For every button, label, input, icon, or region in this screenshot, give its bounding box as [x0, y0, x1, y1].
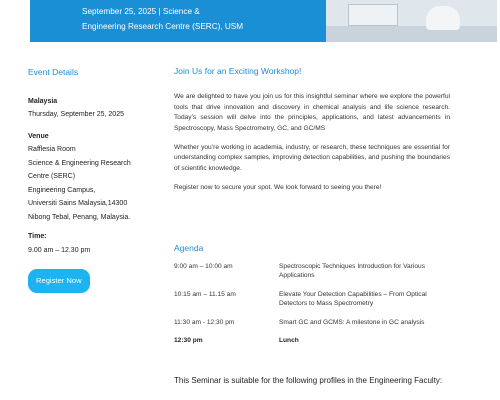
agenda-list — [174, 262, 450, 354]
venue-line: Engineering Campus, — [28, 186, 96, 194]
venue-line: Centre (SERC) — [28, 173, 76, 180]
agenda-topic: Spectroscopic Techniques Introduction for Various Applications — [279, 263, 425, 280]
venue-label: Venue — [28, 132, 49, 140]
agenda-time: 12:30 pm — [174, 337, 203, 345]
hero-line-1: September 25, 2025 | Science & — [82, 7, 200, 16]
time-label: Time: — [28, 233, 47, 240]
agenda-time: 10:15 am – 11.15 am — [174, 290, 236, 298]
venue-line: Rafflesia Room — [28, 146, 76, 153]
venue-line: Science & Engineering Research — [28, 159, 131, 167]
agenda-row — [174, 290, 450, 309]
venue-line: Nibong Tebal, Penang, Malaysia. — [28, 213, 131, 221]
hero-banner — [30, 0, 467, 42]
hero-line-2: Engineering Research Centre (SERC), USM — [82, 22, 244, 31]
agenda-topic: Elevate Your Detection Capabilities – From Optical Detectors to Mass Spectrometry — [279, 290, 427, 308]
agenda-row — [174, 262, 450, 281]
agenda-time: 9:00 am – 10:00 am — [174, 263, 233, 270]
agenda-heading: Agenda — [174, 243, 204, 253]
photo-monitor — [348, 4, 398, 26]
time-value: 9.00 am – 12.30 pm — [28, 246, 91, 254]
hero-photo — [326, 0, 497, 42]
venue-line: Universiti Sains Malaysia,14300 — [28, 200, 128, 207]
event-details-heading: Event Details — [28, 67, 79, 77]
agenda-topic: Smart GC and GCMS: A milestone in GC analysis — [279, 318, 425, 326]
intro-heading: Join Us for an Exciting Workshop! — [174, 66, 302, 76]
photo-desk — [326, 26, 497, 42]
agenda-time: 11:30 am - 12:30 pm — [174, 318, 235, 326]
spacer — [28, 122, 158, 130]
intro-paragraph: Register now to secure your spot. We look forward to seeing you there! — [174, 184, 382, 192]
agenda-row — [174, 318, 450, 327]
suitable-profiles-text: This Seminar is suitable for the following profiles in the Engineering Faculty: — [174, 376, 443, 385]
intro-section — [174, 66, 450, 203]
intro-paragraph: Whether you’re working in academia, industry, or research, these techniques are essential for understanding complex samples, improving detection capabilities, and pushing the boundaries of scientific knowledge. — [174, 144, 450, 172]
hero-text — [82, 4, 243, 34]
photo-person — [426, 6, 460, 30]
event-date: Thursday, September 25, 2025 — [28, 111, 124, 118]
event-details-sidebar — [28, 66, 158, 293]
register-now-button[interactable]: Register Now — [28, 269, 90, 293]
agenda-topic: Lunch — [279, 337, 299, 345]
location-title: Malaysia — [28, 97, 58, 105]
agenda-row-lunch — [174, 336, 450, 345]
intro-paragraph: We are delighted to have you join us for this insightful seminar where we explore the powerful tools that drive innovation and discovery in chemical analysis and life science research. Today’s session will delve into the principles, applications, and latest advancements in Spectroscopy, Mass Spectrometry, GC, and GC/MS — [174, 93, 450, 132]
